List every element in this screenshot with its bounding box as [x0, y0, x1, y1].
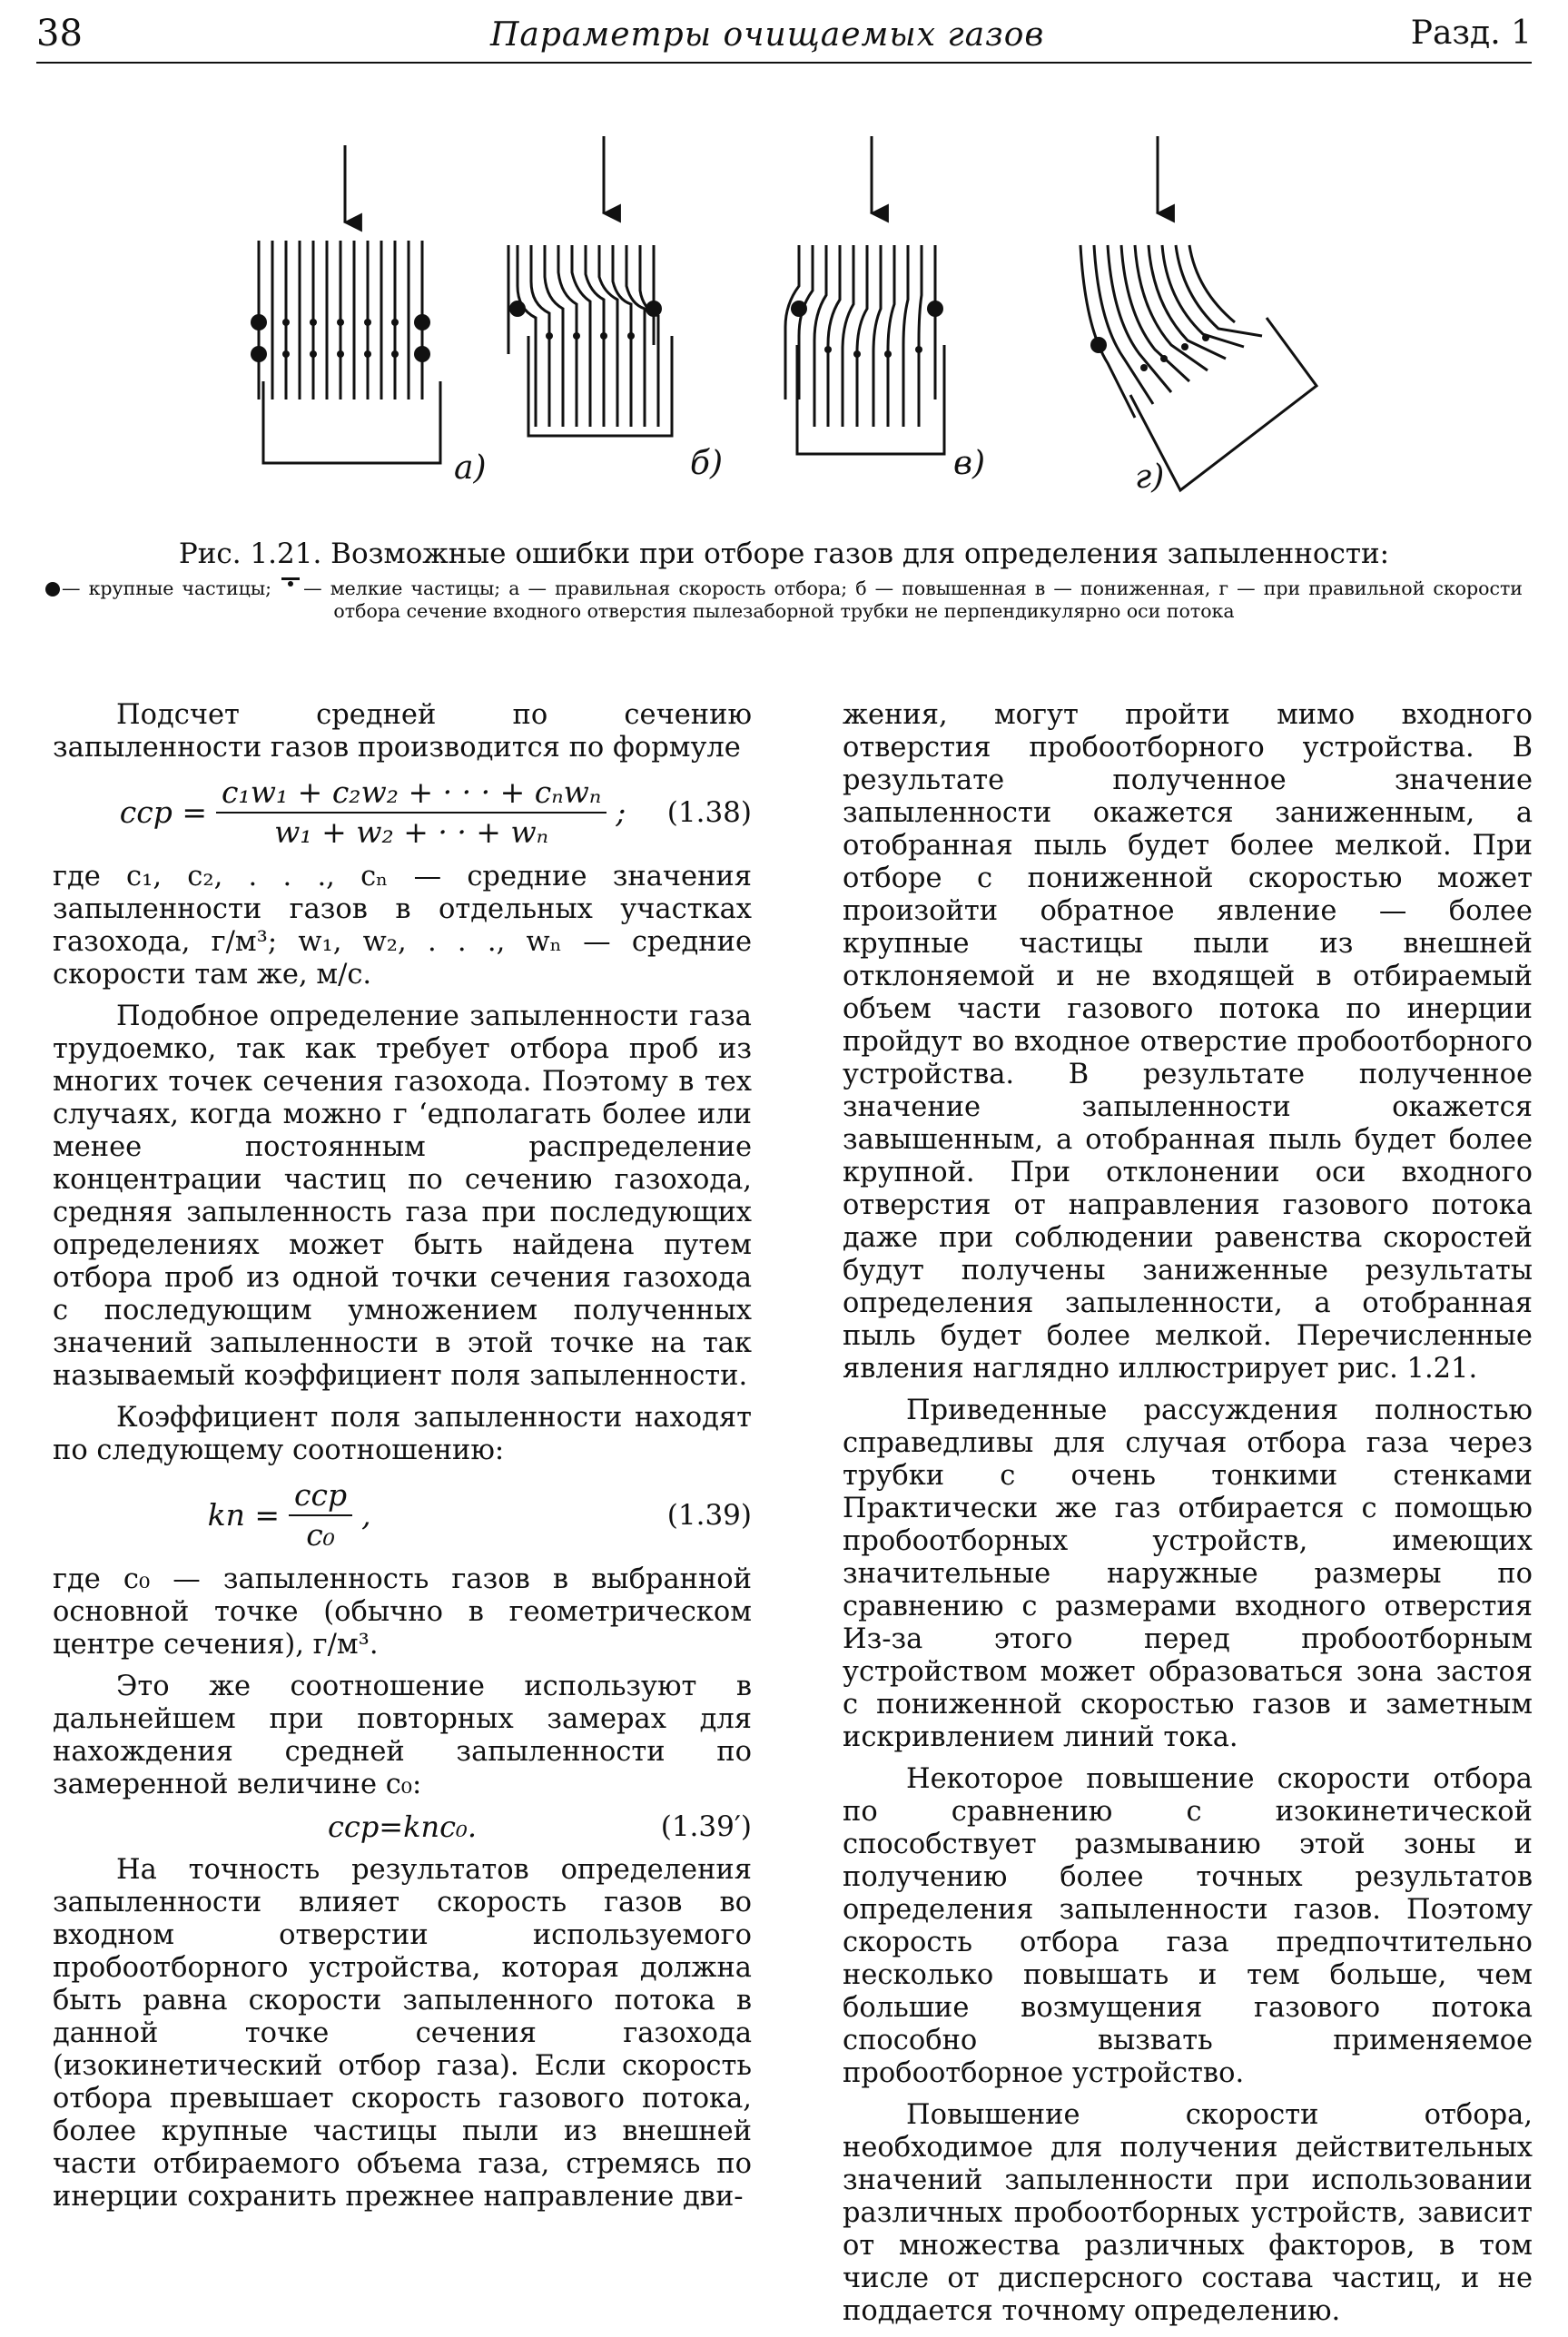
caption-legend [36, 577, 1532, 623]
panel-label-d: г) [1135, 459, 1165, 496]
paragraph: Некоторое повышение скорости отбора по сравнению с изокинетической способствует размыванию этой зоны и получению более точных результатов определения запыленности газов. Поэтому скорость отбора газа предпочтительно несколько повышать и тем больше, чем большие возмущения газового потока способно вызвать применяемое пробоотборное устройство. [843, 1763, 1533, 2089]
right-column [843, 699, 1533, 2337]
paragraph: где c₁, c₂, . . ., cₙ — средние значения запыленности газов в отдельных участках газохода, г/м³; w₁, w₂, . . ., wₙ — средние скорости там же, м/с. [53, 861, 752, 991]
legend-rest-text: а — правильная скорость отбора; б — повышенная в — пониженная, г — при правильной скорости отбора сечение входного отверстия пылезаборной трубки не перпендикулярно оси потока [333, 577, 1523, 622]
formula-numerator: c₁w₁ + c₂w₂ + · · · + cₙwₙ [216, 774, 606, 814]
paragraph: Повышение скорости отбора, необходимое для получения действительных значений запыленности при использовании различных пробоотборных устройств, зависит от множества различных факторов, в том числе от дисперсного состава частиц, и не поддается точному определению. [843, 2099, 1533, 2327]
formula-numerator: cср [289, 1476, 352, 1516]
paragraph: Это же соотношение используют в дальнейшем при повторных замерах для нахождения средней запыленности по замеренной величине c₀: [53, 1671, 752, 1800]
paragraph: На точность результатов определения запыленности влияет скорость газов во входном отверстии используемого пробоотборного устройства, которая должна быть равна скорости запыленного потока в данной точке сечения газохода (изокинетический отбор газа). Если скорость отбора превышает скорость газового потока, более крупные частицы пыли из внешней части отбираемого объема газа, стремясь по инерции сохранить прежнее направление дви- [53, 1854, 752, 2213]
formula-1-38 [53, 774, 752, 852]
paragraph: жения, могут пройти мимо входного отверстия пробоотборного устройства. В результате полученное значение запыленности окажется заниженным, а отобранная пыль будет более мелкой. При отборе с пониженной скоростью может произойти обратное явление — более крупные частицы пыли из внешней отклоняемой и не входящей в отбираемый объем части газового потока по инерции пройдут во входное отверстие пробоотборного устройства. В результате полученное значение запыленности окажется завышенным, а отобранная пыль будет более крупной. При отклонении оси входного отверстия от направления газового потока даже при соблюдении равенства скоростей будут получены заниженные результаты определения запыленности, а отобранная пыль будет более мелкой. Перечисленные явления наглядно иллюстрирует рис. 1.21. [843, 699, 1533, 1385]
paragraph: Подобное определение запыленности газа трудоемко, так как требует отбора проб из многих точек сечения газохода. Поэтому в тех случаях, когда можно г ‘едполагать более или менее постоянным распределение концентрации частиц по сечению газохода, средняя запыленность газа при последующих определениях может быть найдена путем отбора проб из одной точки сечения газохода с последующим умножением полученных значений запыленности в этой точке на так называемый коэффициент поля запыленности. [53, 1001, 752, 1392]
panel-b-diagram [508, 136, 672, 436]
left-column [53, 699, 752, 2223]
panel-label-b: б) [690, 445, 724, 482]
formula-1-39-prime [53, 1810, 752, 1843]
formula-fraction [289, 1476, 352, 1554]
formula-punct: , [361, 1497, 371, 1533]
paragraph: Подсчет средней по сечению запыленности газов производится по формуле [53, 699, 752, 764]
formula-1-39 [53, 1476, 752, 1554]
formula-punct: ; [616, 794, 626, 830]
paragraph: Приведенные рассуждения полностью справедливы для случая отбора газа через трубки с очень тонкими стенками Практически же газ отбирается с помощью пробоотборных устройств, имеющих значительные наружные размеры по сравнению с размерами входного отверстия Из-за этого перед пробоотборным устройством может образоваться зона застоя с пониженной скоростью газов и заметным искривлением линий тока. [843, 1395, 1533, 1753]
formula-expression: cср=kпc₀. [327, 1809, 478, 1844]
panel-label-a: а) [454, 449, 487, 487]
panel-d-diagram [1080, 136, 1317, 490]
legend-large-text: — крупные частицы; [62, 577, 272, 599]
formula-lhs: kп = [207, 1497, 280, 1533]
formula-denominator: w₁ + w₂ + · · + wₙ [274, 814, 549, 850]
formula-number: (1.38) [666, 796, 752, 829]
page-number: 38 [36, 13, 83, 54]
panel-a-diagram [259, 145, 440, 463]
formula-number: (1.39′) [660, 1810, 752, 1843]
caption-title: Рис. 1.21. Возможные ошибки при отборе газов для определения запыленности: [178, 537, 1390, 570]
small-particle-icon [281, 577, 300, 589]
legend-small-text: — мелкие частицы; [303, 577, 501, 599]
figure-caption [36, 537, 1532, 623]
running-title: Параметры очищаемых газов [490, 16, 1045, 54]
section-label: Разд. 1 [1410, 15, 1532, 52]
formula-fraction [216, 774, 606, 852]
formula-denominator: c₀ [306, 1517, 335, 1553]
paragraph: где c₀ — запыленность газов в выбранной основной точке (обычно в геометрическом центре сечения), г/м³. [53, 1563, 752, 1661]
figure-1-21 [236, 127, 1326, 527]
formula-lhs: cср = [119, 794, 207, 830]
paragraph: Коэффициент поля запыленности находят по следующему соотношению: [53, 1402, 752, 1466]
panel-c-diagram [785, 136, 944, 454]
panel-label-c: в) [953, 445, 985, 482]
page-header [36, 7, 1532, 64]
large-particle-icon [45, 582, 60, 597]
formula-number: (1.39) [666, 1499, 752, 1532]
